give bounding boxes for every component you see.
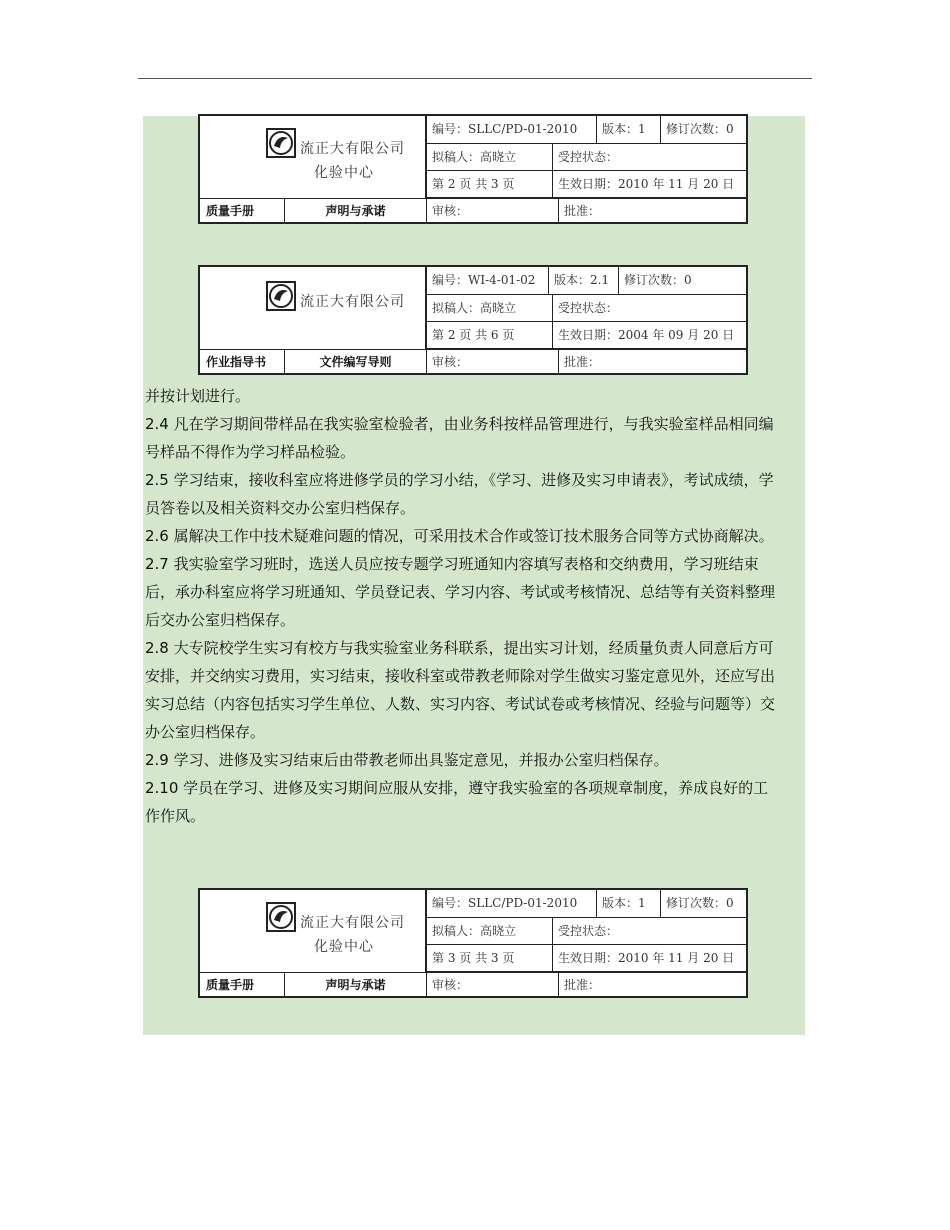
doc-revisions: 修订次数：0 xyxy=(660,116,746,144)
company-name: 流正大有限公司 xyxy=(300,141,405,157)
doc-drafter: 拟稿人：高晓立 xyxy=(426,144,552,171)
company-logo-icon xyxy=(266,128,296,158)
company-logo-icon xyxy=(266,902,296,932)
paragraph: 2.9 学习、进修及实习结束后由带教老师出具鉴定意见，并报办公室归档保存。 xyxy=(145,751,669,769)
doc-revisions: 修订次数：0 xyxy=(618,267,746,295)
paragraph: 2.10 学员在学习、进修及实习期间应服从安排，遵守我实验室的各项规章制度，养成良好的工作作风。 xyxy=(145,779,769,825)
doc-review: 审核： xyxy=(426,350,558,375)
doc-control-status: 受控状态： xyxy=(552,144,746,171)
company-name: 流正大有限公司 xyxy=(300,915,405,931)
doc-effective-date: 生效日期：2004 年 09 月 20 日 xyxy=(552,322,746,349)
logo-area xyxy=(200,890,426,972)
doc-code: 编号：WI-4-01-02 xyxy=(426,267,548,295)
header-bottom-row xyxy=(200,198,746,224)
department-name: 化验中心 xyxy=(314,165,374,181)
doc-effective-date: 生效日期：2010 年 11 月 20 日 xyxy=(552,171,746,198)
document-header-table xyxy=(198,265,748,375)
doc-title: 声明与承诺 xyxy=(284,199,426,224)
paragraph: 2.8 大专院校学生实习有校方与我实验室业务科联系，提出实习计划，经质量负责人同意后方可安排，并交纳实习费用，实习结束，接收科室或带教老师除对学生做实习鉴定意见外，还应写出实习总结（内容包括实习学生单位、人数、实习内容、考试试卷或考核情况、经验与问题等）交办公室归档保存。 xyxy=(145,639,776,741)
logo-area xyxy=(200,116,426,198)
paragraph: 2.5 学习结束，接收科室应将进修学员的学习小结，《学习、进修及实习申请表》，考试成绩，学员答卷以及相关资料交办公室归档保存。 xyxy=(145,471,774,517)
document-header-table xyxy=(198,114,748,224)
header-bottom-row xyxy=(200,349,746,375)
document-body xyxy=(145,382,775,830)
doc-version: 版本：2.1 xyxy=(548,267,618,295)
doc-title: 文件编写导则 xyxy=(284,350,426,375)
doc-drafter: 拟稿人：高晓立 xyxy=(426,295,552,322)
doc-review: 审核： xyxy=(426,973,558,998)
doc-approve: 批准： xyxy=(558,973,746,998)
doc-revisions: 修订次数：0 xyxy=(660,890,746,918)
doc-type: 作业指导书 xyxy=(206,355,267,369)
doc-review: 审核： xyxy=(426,199,558,224)
doc-type: 质量手册 xyxy=(206,978,255,992)
doc-page: 第 3 页 共 3 页 xyxy=(426,945,552,972)
doc-control-status: 受控状态： xyxy=(552,295,746,322)
page-top-rule xyxy=(138,78,812,79)
doc-approve: 批准： xyxy=(558,350,746,375)
department-name: 化验中心 xyxy=(314,939,374,955)
doc-title: 声明与承诺 xyxy=(284,973,426,998)
paragraph: 2.6 属解决工作中技术疑难问题的情况，可采用技术合作或签订技术服务合同等方式协商解决。 xyxy=(145,527,774,545)
header-bottom-row xyxy=(200,972,746,998)
document-header-table xyxy=(198,888,748,998)
paragraph: 2.7 我实验室学习班时，选送人员应按专题学习班通知内容填写表格和交纳费用，学习班结束后，承办科室应将学习班通知、学员登记表、学习内容、考试或考核情况、总结等有关资料整理后交办公室归档保存。 xyxy=(145,555,776,629)
doc-version: 版本：1 xyxy=(596,116,660,144)
company-name: 流正大有限公司 xyxy=(300,294,405,310)
company-logo-icon xyxy=(266,281,296,311)
doc-drafter: 拟稿人：高晓立 xyxy=(426,918,552,945)
doc-page: 第 2 页 共 3 页 xyxy=(426,171,552,198)
doc-version: 版本：1 xyxy=(596,890,660,918)
paragraph: 2.4 凡在学习期间带样品在我实验室检验者，由业务科按样品管理进行，与我实验室样品相同编号样品不得作为学习样品检验。 xyxy=(145,415,774,461)
doc-control-status: 受控状态： xyxy=(552,918,746,945)
logo-area xyxy=(200,267,426,349)
doc-effective-date: 生效日期：2010 年 11 月 20 日 xyxy=(552,945,746,972)
doc-page: 第 2 页 共 6 页 xyxy=(426,322,552,349)
doc-code: 编号：SLLC/PD-01-2010 xyxy=(426,116,596,144)
doc-code: 编号：SLLC/PD-01-2010 xyxy=(426,890,596,918)
paragraph: 并按计划进行。 xyxy=(145,387,251,405)
doc-type: 质量手册 xyxy=(206,204,255,218)
doc-approve: 批准： xyxy=(558,199,746,224)
